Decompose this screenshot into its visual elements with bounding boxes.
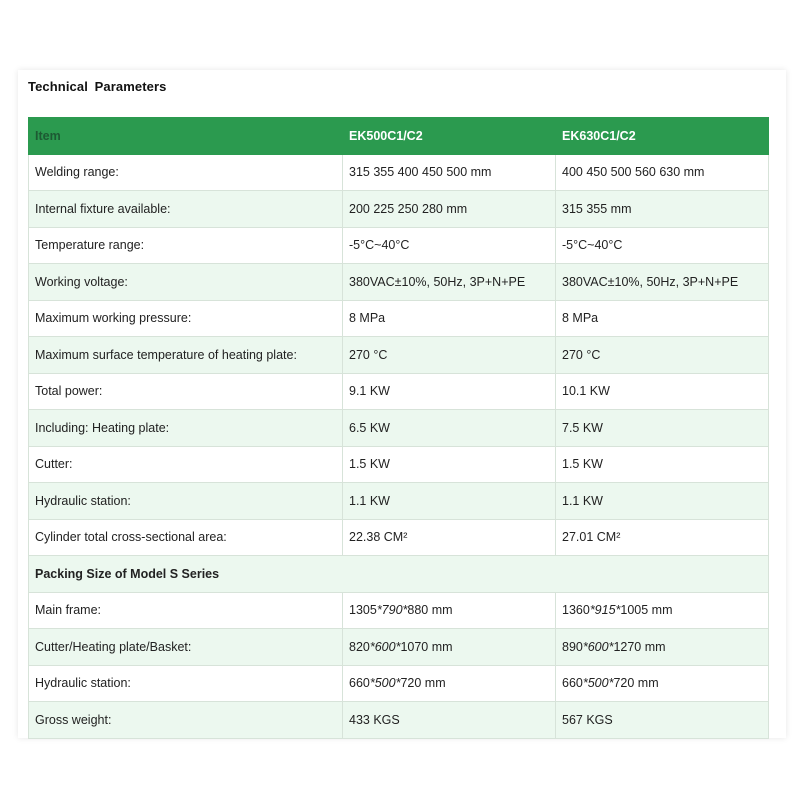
table-row: [29, 483, 769, 520]
row-label: Working voltage:: [29, 264, 343, 301]
table-row: [29, 446, 769, 483]
table-row: [29, 300, 769, 337]
row-value-model-2: 10.1 KW: [556, 373, 769, 410]
row-label: Welding range:: [29, 154, 343, 191]
row-value-model-2: 270 °C: [556, 337, 769, 374]
table-row: [29, 337, 769, 374]
row-label: Cutter/Heating plate/Basket:: [29, 629, 343, 666]
row-value-model-2: 315 355 mm: [556, 191, 769, 228]
table-row: [29, 702, 769, 739]
row-value-model-2: 8 MPa: [556, 300, 769, 337]
row-label: Main frame:: [29, 592, 343, 629]
row-value-model-1: 660*500*720 mm: [343, 665, 556, 702]
table-row: [29, 154, 769, 191]
section-title: Technical Parameters: [28, 79, 167, 94]
row-label: Temperature range:: [29, 227, 343, 264]
table-row: [29, 264, 769, 301]
row-value-model-2: 27.01 CM²: [556, 519, 769, 556]
table-row: [29, 665, 769, 702]
row-value-model-2: -5°C~40°C: [556, 227, 769, 264]
row-value-model-2: 567 KGS: [556, 702, 769, 739]
row-value-model-2: 7.5 KW: [556, 410, 769, 447]
row-value-model-1: 820*600*1070 mm: [343, 629, 556, 666]
row-label: Including: Heating plate:: [29, 410, 343, 447]
row-label: Internal fixture available:: [29, 191, 343, 228]
packing-section-title: Packing Size of Model S Series: [29, 556, 769, 593]
header-cell-model-1: EK500C1/C2: [343, 118, 556, 155]
row-value-model-1: 6.5 KW: [343, 410, 556, 447]
row-value-model-1: 315 355 400 450 500 mm: [343, 154, 556, 191]
row-value-model-2: 890*600*1270 mm: [556, 629, 769, 666]
packing-section-row: [29, 556, 769, 593]
row-value-model-1: 1305*790*880 mm: [343, 592, 556, 629]
row-value-model-1: -5°C~40°C: [343, 227, 556, 264]
row-label: Hydraulic station:: [29, 483, 343, 520]
row-value-model-1: 9.1 KW: [343, 373, 556, 410]
table-row: [29, 592, 769, 629]
row-label: Total power:: [29, 373, 343, 410]
table-header-row: [29, 118, 769, 155]
row-label: Gross weight:: [29, 702, 343, 739]
row-label: Cutter:: [29, 446, 343, 483]
row-value-model-1: 270 °C: [343, 337, 556, 374]
row-label: Maximum surface temperature of heating plate:: [29, 337, 343, 374]
table-row: [29, 227, 769, 264]
row-value-model-1: 8 MPa: [343, 300, 556, 337]
row-value-model-2: 1.5 KW: [556, 446, 769, 483]
table-row: [29, 373, 769, 410]
row-value-model-2: 380VAC±10%, 50Hz, 3P+N+PE: [556, 264, 769, 301]
header-cell-item: Item: [29, 118, 343, 155]
row-label: Hydraulic station:: [29, 665, 343, 702]
technical-parameters-table: [28, 117, 769, 739]
header-cell-model-2: EK630C1/C2: [556, 118, 769, 155]
row-value-model-2: 1360*915*1005 mm: [556, 592, 769, 629]
row-value-model-1: 22.38 CM²: [343, 519, 556, 556]
row-value-model-1: 200 225 250 280 mm: [343, 191, 556, 228]
row-value-model-2: 660*500*720 mm: [556, 665, 769, 702]
row-value-model-2: 400 450 500 560 630 mm: [556, 154, 769, 191]
table-row: [29, 410, 769, 447]
row-value-model-1: 1.1 KW: [343, 483, 556, 520]
row-value-model-1: 433 KGS: [343, 702, 556, 739]
row-label: Maximum working pressure:: [29, 300, 343, 337]
table-row: [29, 519, 769, 556]
table-row: [29, 629, 769, 666]
row-value-model-1: 380VAC±10%, 50Hz, 3P+N+PE: [343, 264, 556, 301]
row-value-model-1: 1.5 KW: [343, 446, 556, 483]
row-value-model-2: 1.1 KW: [556, 483, 769, 520]
table-row: [29, 191, 769, 228]
row-label: Cylinder total cross-sectional area:: [29, 519, 343, 556]
